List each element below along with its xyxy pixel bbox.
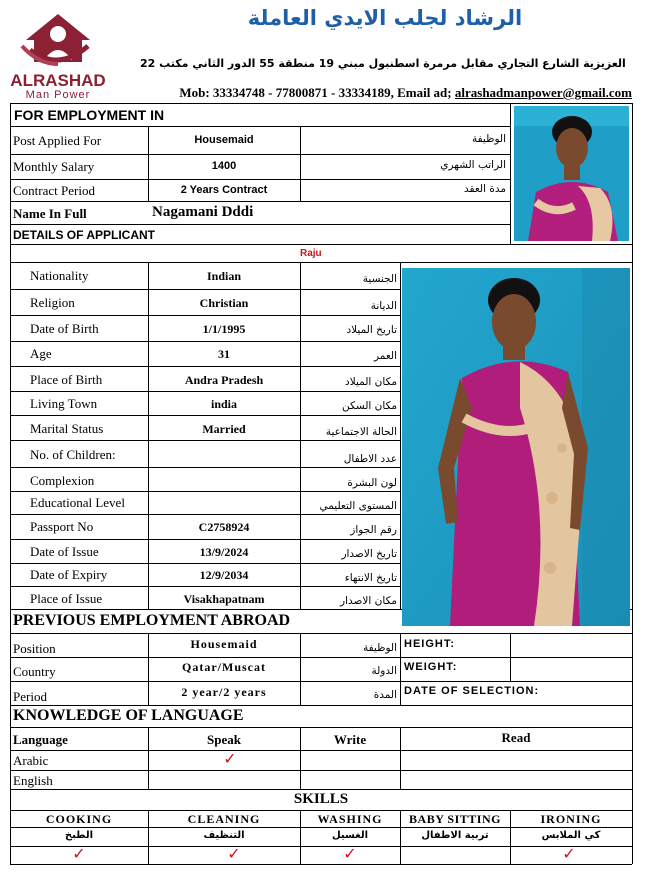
company-logo (8, 10, 108, 100)
dob-label-ar: تاريخ الميلاد (346, 324, 397, 336)
age-label-ar: العمر (373, 350, 397, 362)
skill-ironing-label: IRONING (540, 812, 602, 826)
marital-status-label-ar: الحالة الاجتماعية (325, 426, 397, 438)
place-of-issue-value: Visakhapatnam (183, 592, 265, 606)
education-label-ar: المستوى التعليمي (319, 500, 397, 512)
skill-washing-check: ✓ (343, 844, 357, 863)
employment-section-title: FOR EMPLOYMENT IN (14, 107, 165, 123)
portrait-large-icon (402, 268, 630, 626)
portrait-small-icon (514, 106, 629, 241)
contact-numbers: Mob: 33334748 - 77800871 - 33334189, Email ad; (179, 85, 455, 100)
place-of-issue-label-ar: مكان الاصدار (340, 595, 397, 607)
contract-label-ar: مدة العقد (464, 183, 506, 195)
passport-value: C2758924 (198, 520, 250, 534)
language-arabic-label: Arabic (13, 753, 49, 768)
prev-position-label: Position (13, 641, 56, 656)
education-label: Educational Level (30, 495, 125, 510)
weight-label: WEIGHT: (404, 661, 458, 673)
complexion-label: Complexion (30, 473, 95, 488)
logo-emblem-icon (8, 10, 108, 72)
prev-position-label-ar: الوظيفة (362, 642, 397, 654)
prev-country-label: Country (13, 664, 56, 679)
arabic-speak-check: ✓ (223, 749, 237, 768)
issue-date-label: Date of Issue (30, 544, 99, 559)
passport-label: Passport No (30, 519, 94, 534)
living-town-label-ar: مكان السكن (342, 400, 397, 412)
applicant-photo-small (514, 106, 629, 241)
religion-label: Religion (30, 295, 75, 310)
skill-cooking-label: COOKING (45, 812, 113, 826)
living-town-value: india (210, 397, 237, 411)
skill-ironing-label-ar: كي الملابس (541, 830, 601, 841)
language-col-header: Language (13, 732, 68, 747)
agent-name: Raju (300, 248, 322, 259)
company-address-ar: العزيزية الشارع التجاري مقابل مرمرة اسطنبول مبني 19 منطقة 55 الدور الثاني مكتب 22 (140, 57, 626, 70)
issue-date-value: 13/9/2024 (199, 545, 249, 559)
skills-section-title: SKILLS (293, 791, 349, 807)
prev-period-value: 2 year/2 years (181, 685, 267, 699)
dob-label: Date of Birth (30, 321, 99, 336)
place-of-birth-label-ar: مكان الميلاد (345, 376, 397, 388)
contact-email-link[interactable]: alrashadmanpower@gmail.com (454, 85, 632, 100)
height-label: HEIGHT: (404, 638, 455, 650)
religion-label-ar: الديانة (370, 300, 397, 312)
skill-cooking-label-ar: الطبخ (64, 830, 94, 841)
marital-status-value: Married (202, 422, 246, 436)
logo-name: ALRASHAD (10, 71, 106, 90)
prev-period-label-ar: المدة (373, 689, 397, 701)
name-label: Name In Full (13, 206, 87, 221)
contract-value: 2 Years Contract (180, 184, 268, 196)
place-of-birth-label: Place of Birth (30, 372, 103, 387)
religion-value: Christian (199, 296, 249, 310)
contract-label: Contract Period (13, 183, 95, 198)
post-value: Housemaid (194, 134, 254, 146)
skill-cooking-check: ✓ (72, 844, 86, 863)
children-label: No. of Children: (30, 447, 116, 462)
living-town-label: Living Town (30, 396, 98, 411)
name-value: Nagamani Dddi (152, 204, 254, 220)
skill-cleaning-label: CLEANING (187, 812, 261, 826)
speak-col-header: Speak (207, 732, 241, 747)
dob-value: 1/1/1995 (202, 322, 246, 336)
salary-label: Monthly Salary (13, 159, 95, 174)
nationality-label-ar: الجنسية (362, 273, 397, 285)
skill-baby-sitting-label: BABY SITTING (409, 812, 501, 826)
prev-country-label-ar: الدولة (371, 665, 397, 677)
passport-label-ar: رقم الجواز (350, 524, 397, 536)
details-section-title: DETAILS OF APPLICANT (13, 228, 155, 242)
selection-date-label: DATE OF SELECTION: (404, 685, 540, 697)
complexion-label-ar: لون البشرة (347, 477, 397, 489)
issue-date-label-ar: تاريخ الاصدار (341, 548, 397, 560)
marital-status-label: Marital Status (30, 421, 104, 436)
language-english-label: English (13, 773, 53, 788)
applicant-photo-large (402, 268, 630, 626)
children-label-ar: عدد الاطفال (343, 453, 397, 465)
place-of-birth-value: Andra Pradesh (184, 373, 264, 387)
company-title-ar: الرشاد لجلب الايدي العاملة (247, 6, 523, 30)
expiry-date-label-ar: تاريخ الانتهاء (344, 572, 397, 584)
prev-position-value: Housemaid (190, 637, 258, 651)
post-label: Post Applied For (13, 133, 102, 148)
language-section-title: KNOWLEDGE OF LANGUAGE (13, 707, 244, 724)
prev-country-value: Qatar/Muscat (182, 660, 266, 674)
skill-cleaning-check: ✓ (227, 844, 241, 863)
salary-label-ar: الراتب الشهري (440, 159, 506, 171)
skill-baby-sitting-label-ar: تربية الاطفال (421, 830, 489, 841)
read-col-header: Read (501, 730, 531, 745)
write-col-header: Write (333, 732, 367, 747)
skill-cleaning-label-ar: التنظيف (203, 830, 245, 841)
skill-ironing-check: ✓ (562, 844, 576, 863)
nationality-label: Nationality (30, 268, 89, 283)
previous-section-title: PREVIOUS EMPLOYMENT ABROAD (13, 612, 291, 629)
post-label-ar: الوظيفة (471, 133, 506, 145)
skill-washing-label: WASHING (317, 812, 383, 826)
salary-value: 1400 (211, 160, 237, 172)
age-value: 31 (218, 347, 230, 361)
expiry-date-label: Date of Expiry (30, 567, 108, 582)
age-label: Age (30, 346, 52, 361)
expiry-date-value: 12/9/2034 (199, 568, 249, 582)
company-contact (120, 86, 632, 99)
nationality-value: Indian (206, 269, 242, 283)
logo-subtitle: Man Power (25, 89, 91, 101)
place-of-issue-label: Place of Issue (30, 591, 103, 606)
prev-period-label: Period (13, 689, 47, 704)
skill-washing-label-ar: الغسيل (331, 830, 368, 841)
